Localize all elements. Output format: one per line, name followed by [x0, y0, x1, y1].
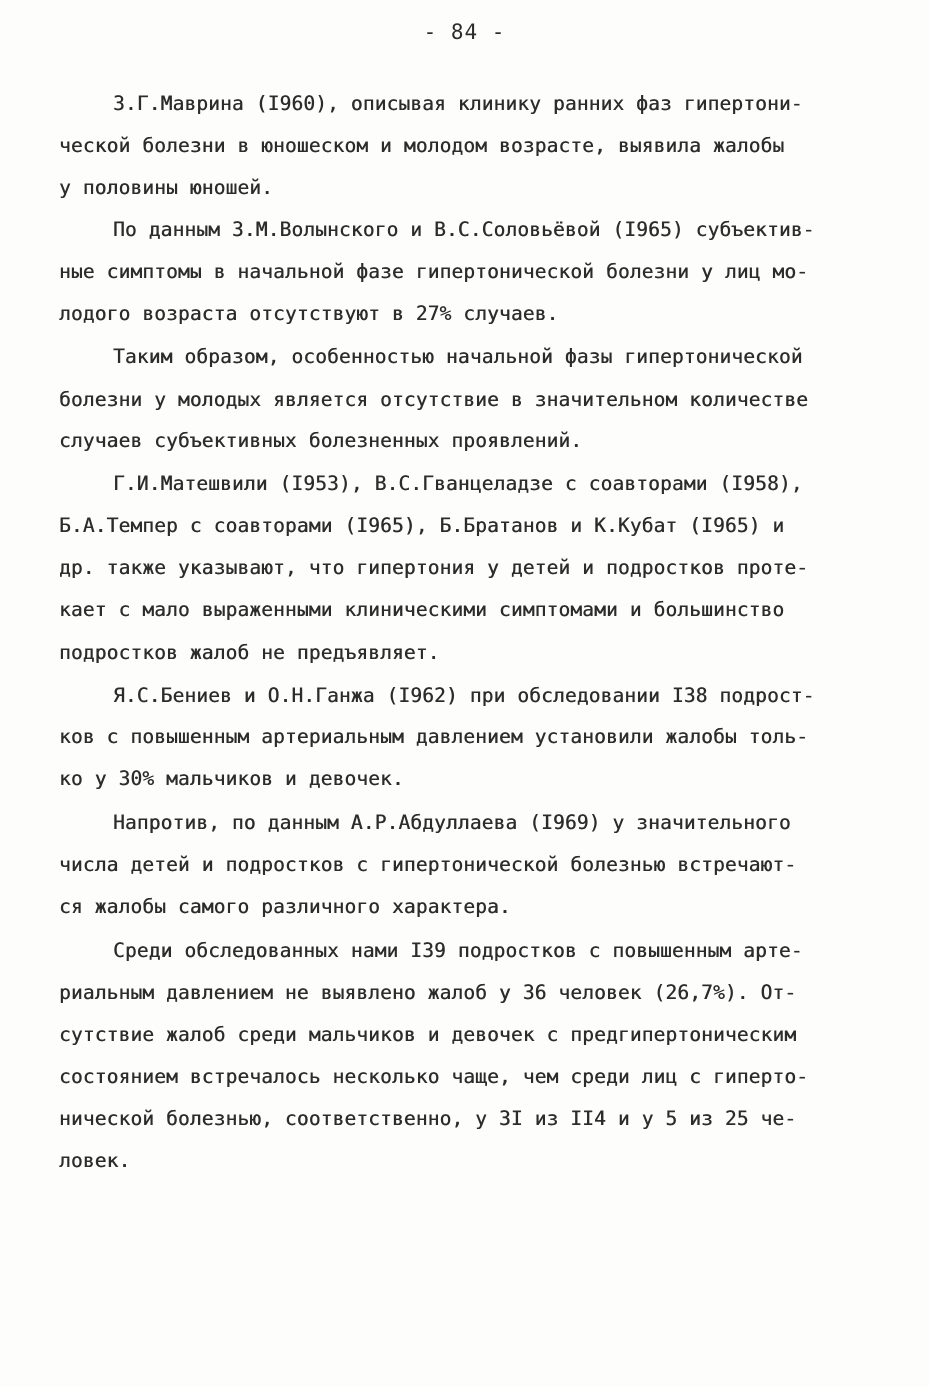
text-line: ные симптомы в начальной фазе гипертонической болезни у лиц мо- [59, 260, 809, 283]
text-line: Напротив, по данным А.Р.Абдуллаева (I969) у значительного [113, 811, 791, 834]
text-line: подростков жалоб не предъявляет. [59, 641, 440, 664]
text-line: Среди обследованных нами I39 подростков с повышенным арте- [113, 939, 803, 962]
text-line: нической болезнью, соответственно, у 3I из II4 и у 5 из 25 че- [59, 1107, 797, 1130]
text-line: Г.И.Матешвили (I953), В.С.Гванцеладзе с соавторами (I958), [113, 472, 803, 495]
text-line: состоянием встречалось несколько чаще, чем среди лиц с гиперто- [59, 1065, 809, 1088]
text-line: сутствие жалоб среди мальчиков и девочек с предгипертоническим [59, 1023, 797, 1046]
text-line: ся жалобы самого различного характера. [59, 895, 511, 918]
text-line: Б.А.Темпер с соавторами (I965), Б.Братанов и К.Кубат (I965) и [59, 514, 785, 537]
text-line: кает с мало выраженными клиническими симптомами и большинство [59, 598, 785, 621]
text-line: Таким образом, особенностью начальной фазы гипертонической [113, 345, 803, 368]
text-line: у половины юношей. [59, 176, 274, 199]
page-number: - 84 - [423, 20, 506, 44]
text-line: болезни у молодых является отсутствие в значительном количестве [59, 388, 809, 411]
text-line: ков с повышенным артериальным давлением установили жалобы толь- [59, 725, 809, 748]
text-line: ко у 30% мальчиков и девочек. [59, 767, 404, 790]
text-line: По данным З.М.Волынского и В.С.Соловьёвой (I965) субъектив- [113, 218, 815, 241]
text-line: З.Г.Маврина (I960), описывая клинику ранних фаз гипертони- [113, 92, 803, 115]
text-line: ловек. [59, 1149, 131, 1172]
text-line: числа детей и подростков с гипертонической болезнью встречают- [59, 853, 797, 876]
text-line: риальным давлением не выявлено жалоб у 36 человек (26,7%). От- [59, 981, 797, 1004]
text-line: др. также указывают, что гипертония у детей и подростков проте- [59, 556, 809, 579]
text-line: Я.С.Бениев и О.Н.Ганжа (I962) при обследовании I38 подрост- [113, 684, 815, 707]
text-line: случаев субъективных болезненных проявлений. [59, 429, 583, 452]
text-line: лодого возраста отсутствуют в 27% случаев. [59, 302, 559, 325]
text-line: ческой болезни в юношеском и молодом возрасте, выявила жалобы [59, 134, 785, 157]
